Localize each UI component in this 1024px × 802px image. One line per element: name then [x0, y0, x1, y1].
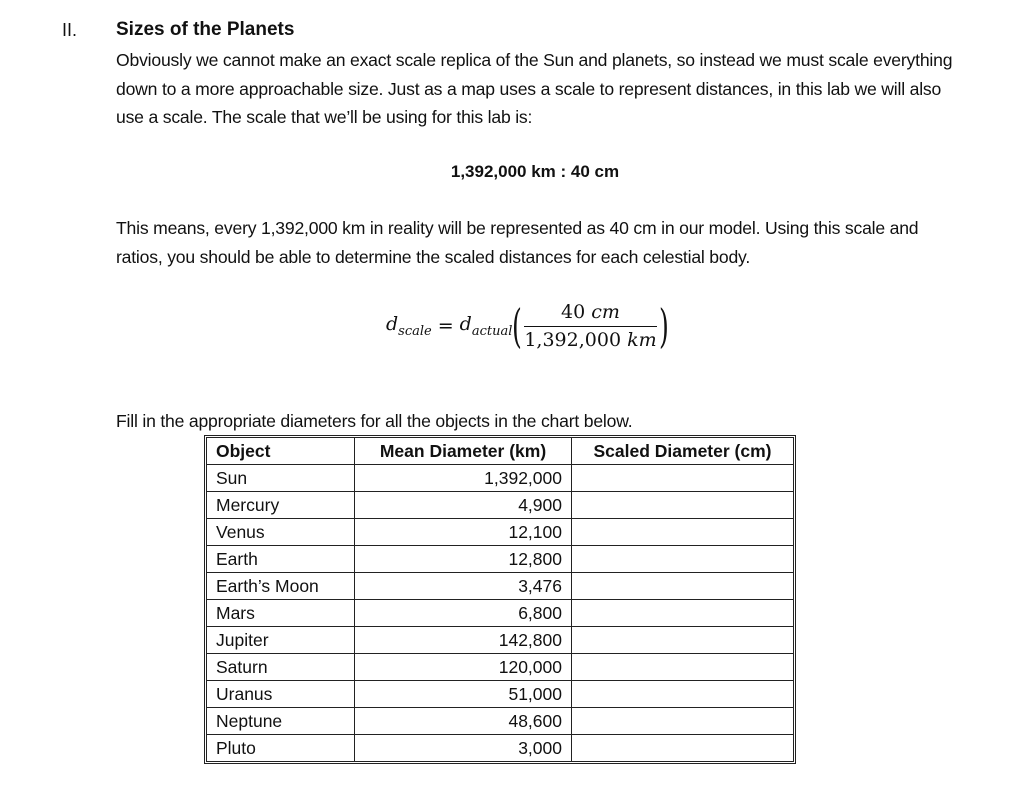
scaled-diameter-cell[interactable] [572, 465, 794, 492]
scaled-diameter-cell[interactable] [572, 519, 794, 546]
formula-denominator [524, 327, 656, 351]
object-cell: Venus [207, 519, 355, 546]
table-row [207, 735, 794, 762]
header-object: Object [207, 438, 355, 465]
table-row [207, 519, 794, 546]
mean-diameter-cell: 120,000 [355, 654, 572, 681]
formula-rhs-var: d [459, 313, 472, 336]
scaled-diameter-cell[interactable] [572, 546, 794, 573]
table-body [207, 465, 794, 762]
table-row [207, 546, 794, 573]
formula-lhs [386, 313, 432, 339]
scaled-diameter-cell[interactable] [572, 600, 794, 627]
denominator-unit: km [627, 329, 657, 351]
header-mean-diameter: Mean Diameter (km) [355, 438, 572, 465]
formula-lhs-sub: scale [398, 323, 432, 339]
formula-left-paren: ( [512, 299, 523, 353]
table-row [207, 654, 794, 681]
table-row [207, 708, 794, 735]
object-cell: Mars [207, 600, 355, 627]
header-scaled-diameter: Scaled Diameter (cm) [572, 438, 794, 465]
planet-diameter-table [206, 437, 794, 762]
table-row [207, 492, 794, 519]
mean-diameter-cell: 12,800 [355, 546, 572, 573]
scaled-diameter-cell[interactable] [572, 492, 794, 519]
formula-equals: = [437, 315, 454, 337]
explanation-paragraph: This means, every 1,392,000 km in reality will be represented as 40 cm in our model. Using this scale and ratios, you should be able to determine the scaled distances for each celestial body. [116, 218, 919, 267]
table-row [207, 681, 794, 708]
section-title: Sizes of the Planets [116, 19, 295, 40]
object-cell: Earth [207, 546, 355, 573]
numerator-value: 40 [561, 301, 586, 323]
scaled-diameter-cell[interactable] [572, 654, 794, 681]
table-row [207, 600, 794, 627]
scaled-diameter-cell[interactable] [572, 627, 794, 654]
intro-paragraph: Obviously we cannot make an exact scale replica of the Sun and planets, so instead we must scale everything down to a more approachable size. Just as a map uses a scale to represent distances, in this lab we will also use a scale. The scale that we’ll be using for this lab is: [116, 50, 953, 127]
formula-rhs [460, 313, 513, 339]
scale-ratio: 1,392,000 km : 40 cm [450, 162, 620, 181]
object-cell: Neptune [207, 708, 355, 735]
formula-fraction [524, 301, 656, 351]
denominator-value: 1,392,000 [524, 329, 622, 351]
mean-diameter-cell: 4,900 [355, 492, 572, 519]
scaled-diameter-cell[interactable] [572, 708, 794, 735]
numerator-unit: cm [591, 301, 620, 323]
mean-diameter-cell: 48,600 [355, 708, 572, 735]
table-header-row [207, 438, 794, 465]
object-cell: Uranus [207, 681, 355, 708]
formula-right-paren: ) [658, 299, 669, 353]
object-cell: Earth’s Moon [207, 573, 355, 600]
scaled-diameter-cell[interactable] [572, 735, 794, 762]
object-cell: Mercury [207, 492, 355, 519]
mean-diameter-cell: 51,000 [355, 681, 572, 708]
table-caption: Fill in the appropriate diameters for all the objects in the chart below. [116, 411, 633, 431]
section-number: II. [62, 20, 78, 40]
mean-diameter-cell: 6,800 [355, 600, 572, 627]
formula-rhs-sub: actual [471, 323, 513, 339]
formula-lhs-var: d [386, 313, 399, 336]
object-cell: Pluto [207, 735, 355, 762]
mean-diameter-cell: 3,476 [355, 573, 572, 600]
mean-diameter-cell: 142,800 [355, 627, 572, 654]
table-row [207, 573, 794, 600]
object-cell: Jupiter [207, 627, 355, 654]
scale-formula [386, 296, 669, 356]
table-row [207, 465, 794, 492]
scaled-diameter-cell[interactable] [572, 573, 794, 600]
mean-diameter-cell: 1,392,000 [355, 465, 572, 492]
formula-numerator [524, 301, 656, 327]
table-row [207, 627, 794, 654]
scaled-diameter-cell[interactable] [572, 681, 794, 708]
mean-diameter-cell: 12,100 [355, 519, 572, 546]
mean-diameter-cell: 3,000 [355, 735, 572, 762]
object-cell: Sun [207, 465, 355, 492]
object-cell: Saturn [207, 654, 355, 681]
